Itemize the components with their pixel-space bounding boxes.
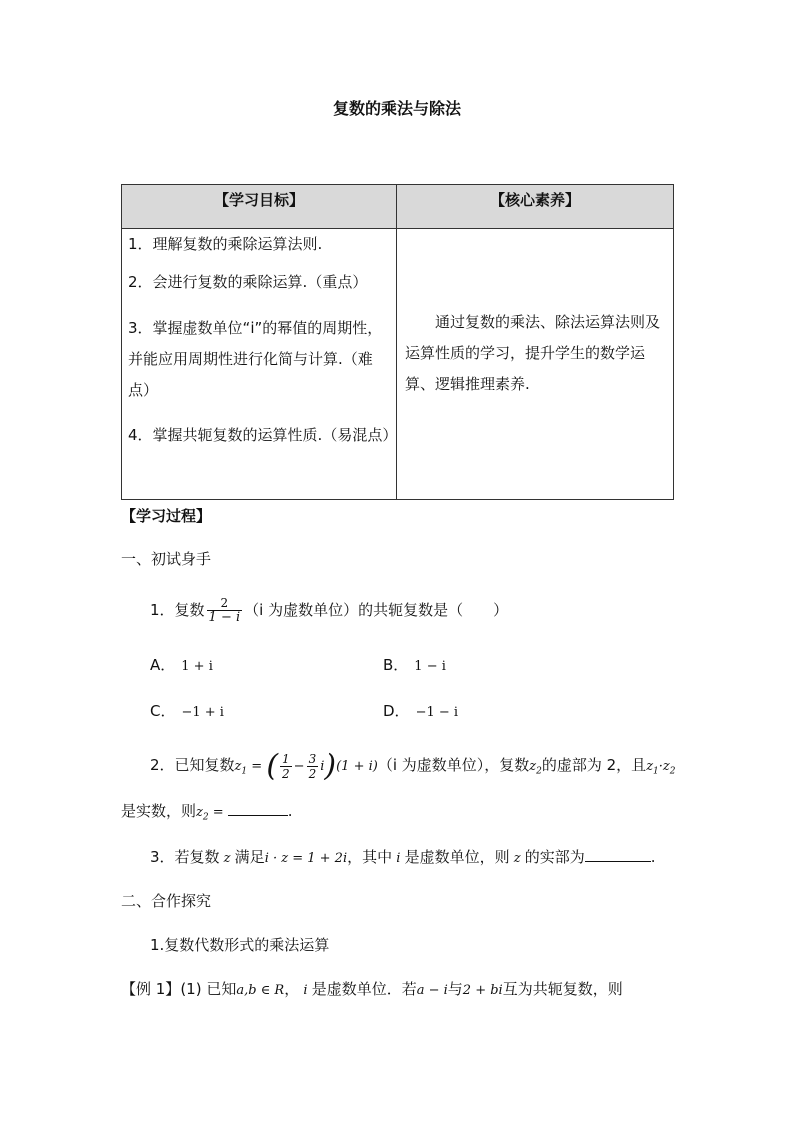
q1-suffix: （i 为虚数单位）的共轭复数是（ ） — [244, 601, 509, 619]
goals-table — [121, 184, 674, 500]
question-3 — [150, 846, 656, 867]
q3-mid: 满足 — [234, 848, 265, 866]
example-math: a,b ∈ R — [236, 983, 285, 998]
q2-line2-end: . — [287, 802, 293, 820]
option-d — [383, 700, 458, 721]
example-text: 互为共轭复数，则 — [502, 980, 623, 998]
q3-z2: z — [509, 851, 525, 866]
q1-frac-den: 1 − i — [208, 610, 241, 625]
q3-mid4: 的实部为 — [524, 848, 585, 866]
goal-item: 1．理解复数的乘除运算法则. — [128, 235, 323, 253]
q2-mid: （i 为虚数单位），复数 — [377, 756, 530, 774]
goals-cell — [122, 229, 397, 500]
example-math: 2 + bi — [462, 983, 503, 998]
example-math: a − i — [416, 983, 448, 998]
q2-prefix: 2．已知复数 — [150, 756, 235, 774]
section-heading: 一、初试身手 — [121, 550, 212, 568]
option-a-value: 1 + i — [181, 659, 213, 674]
q3-mid2: ，其中 — [347, 848, 393, 866]
q2-z2: $z_2$ — [529, 759, 542, 777]
subsection-heading: 1.复数代数形式的乘法运算 — [150, 936, 330, 954]
core-text: 通过复数的乘法、除法运算法则及运算性质的学习，提升学生的数学运算、逻辑推理素养. — [405, 313, 661, 393]
q3-prefix: 3．若复数 — [150, 848, 220, 866]
question-1 — [150, 596, 508, 625]
answer-blank[interactable] — [585, 847, 651, 862]
example-text: (1) 已知 — [180, 980, 237, 998]
question-2-line2 — [121, 800, 293, 823]
page-title: 复数的乘法与除法 — [332, 99, 461, 118]
process-heading: 【学习过程】 — [121, 507, 212, 525]
option-a-label: A． — [150, 656, 176, 674]
q2-mid2: 的虚部为 2，且 — [541, 756, 647, 774]
goals-header: 【学习目标】 — [122, 185, 397, 229]
section-heading: 二、合作探究 — [121, 892, 212, 910]
q2-z2-equals: $z_2$ = — [196, 805, 228, 823]
q3-end: . — [650, 848, 656, 866]
q3-mid3: 是虚数单位，则 — [404, 848, 510, 866]
example-text: 与 — [447, 980, 463, 998]
q3-i: i — [392, 851, 405, 866]
q2-product: $z_1\cdot z_2$ — [646, 759, 676, 777]
goal-item: 2．会进行复数的乘除运算.（重点） — [128, 273, 368, 291]
q1-frac-num: 2 — [207, 596, 243, 611]
q1-prefix: 1．复数 — [150, 601, 205, 619]
option-d-value: −1 − i — [415, 705, 459, 720]
q1-fraction — [207, 596, 243, 625]
goal-item: 3．掌握虚数单位“i”的幂值的周期性，并能应用周期性进行化简与计算.（难点） — [128, 319, 383, 399]
option-c-label: C． — [150, 702, 176, 720]
question-2 — [150, 748, 676, 784]
answer-blank[interactable] — [228, 801, 288, 816]
q2-line2-prefix: 是实数，则 — [121, 802, 197, 820]
option-c-value: −1 + i — [181, 705, 224, 720]
example-text: 是虚数单位．若 — [311, 980, 417, 998]
core-cell — [397, 229, 674, 500]
option-c — [150, 700, 224, 721]
q2-z1-expression: $z_1$ = ( $\frac{1}{2}$ − $\frac{3}{2}$ i)(1 + i) — [234, 748, 378, 784]
q3-equation: i · z = 1 + 2i — [264, 851, 348, 866]
goal-item: 4．掌握共轭复数的运算性质.（易混点） — [128, 426, 398, 444]
example-text: ， — [284, 980, 300, 998]
option-b-label: B． — [383, 656, 409, 674]
option-b — [383, 654, 446, 675]
option-d-label: D． — [383, 702, 410, 720]
option-a — [150, 654, 213, 675]
example-label: 【例 1】 — [121, 980, 181, 998]
q3-z: z — [219, 851, 235, 866]
option-b-value: 1 − i — [414, 659, 446, 674]
example-1 — [121, 978, 623, 999]
example-math: i — [299, 983, 312, 998]
core-header: 【核心素养】 — [397, 185, 674, 229]
